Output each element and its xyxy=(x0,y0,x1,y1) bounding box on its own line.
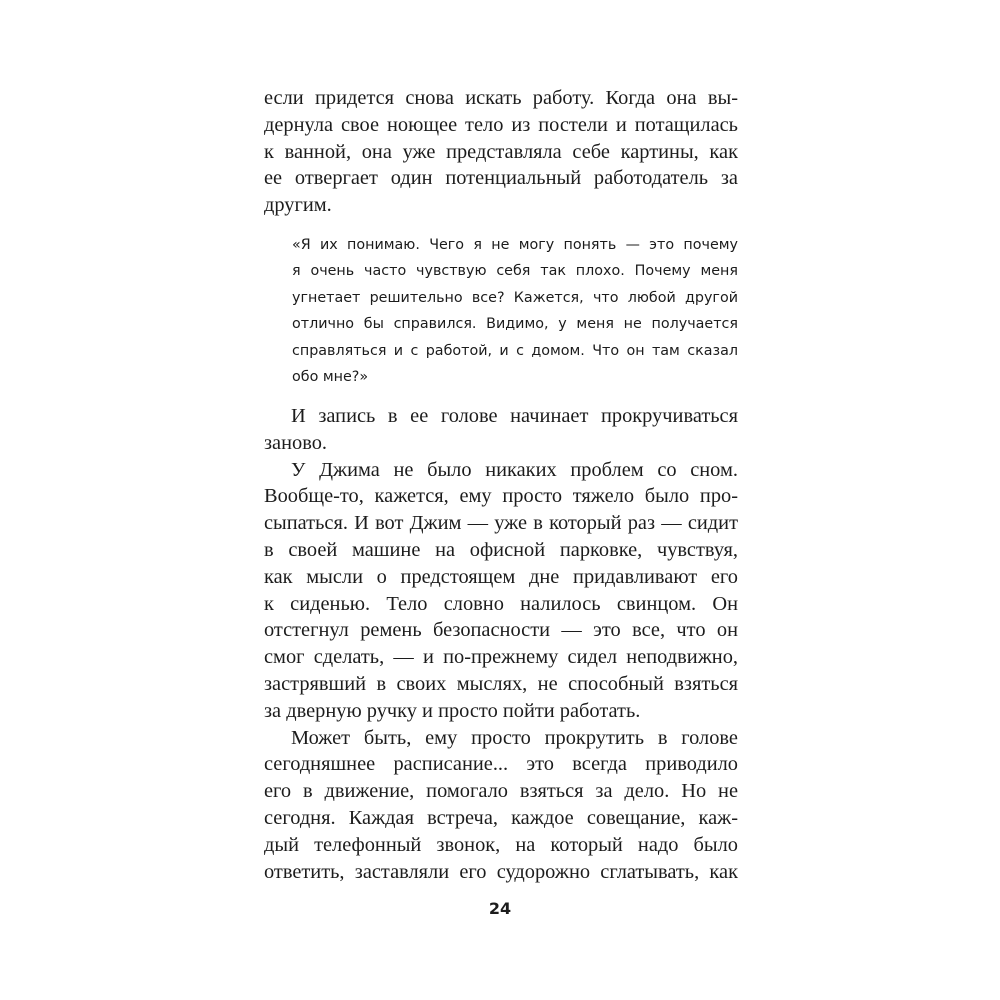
text-line: за дверную ручку и просто пойти работать. xyxy=(264,699,641,722)
page-number: 24 xyxy=(488,899,512,918)
text-line: заново. xyxy=(264,431,327,454)
text-line: если придется снова искать работу. Когда она вы- xyxy=(264,87,738,109)
text-line: Вообще-то, кажется, ему просто тяжело было про- xyxy=(264,485,738,508)
quote-line: отлично бы справился. Видимо, у меня не получается xyxy=(292,316,738,333)
text-line: У Джима не было никаких проблем со сном. xyxy=(291,458,738,481)
paragraph-1 xyxy=(264,403,738,457)
text-line: ее отвергает один потенциальный работодатель за xyxy=(264,167,738,190)
text-line: другим. xyxy=(264,194,332,217)
text-line: его в движение, помогало взяться за дело. Но не xyxy=(264,780,738,803)
quote-line: я очень часто чувствую себя так плохо. Почему меня xyxy=(292,263,738,280)
text-line: сыпаться. И вот Джим — уже в который раз — сидит xyxy=(264,512,738,535)
text-line: к сиденью. Тело словно налилось свинцом. Он xyxy=(264,592,738,615)
paragraph-2 xyxy=(264,457,738,725)
body-text xyxy=(264,403,738,885)
text-line: И запись в ее голове начинает прокручиваться xyxy=(291,405,738,427)
text-line: дернула свое ноющее тело из постели и потащилась xyxy=(264,113,738,136)
text-line: сегодняшнее расписание... это всегда приводило xyxy=(264,753,738,776)
text-line: в своей машине на офисной парковке, чувствуя, xyxy=(264,538,738,561)
text-line: Может быть, ему просто прокрутить в голове xyxy=(291,726,738,749)
text-line: к ванной, она уже представляла себе картины, как xyxy=(264,140,738,163)
text-line: как мысли о предстоящем дне придавливают его xyxy=(264,565,738,588)
text-line: застрявший в своих мыслях, не способный взяться xyxy=(264,672,738,695)
paragraph-3 xyxy=(264,725,738,886)
text-line: ответить, заставляли его судорожно сглатывать, как xyxy=(264,860,738,883)
text-line: дый телефонный звонок, на который надо было xyxy=(264,833,738,856)
quote-line: «Я их понимаю. Чего я не могу понять — это почему xyxy=(292,237,738,253)
top-paragraph xyxy=(264,85,738,219)
text-line: сегодня. Каждая встреча, каждое совещание, каж- xyxy=(264,806,738,829)
block-quote xyxy=(292,232,738,390)
quote-line: справляться и с работой, и с домом. Что он там сказал xyxy=(292,342,738,359)
text-line: отстегнул ремень безопасности — это все, что он xyxy=(264,619,738,642)
text-line: смог сделать, — и по-прежнему сидел неподвижно, xyxy=(264,646,738,669)
quote-line: обо мне?» xyxy=(292,369,369,386)
quote-line: угнетает решительно все? Кажется, что любой другой xyxy=(292,289,738,306)
